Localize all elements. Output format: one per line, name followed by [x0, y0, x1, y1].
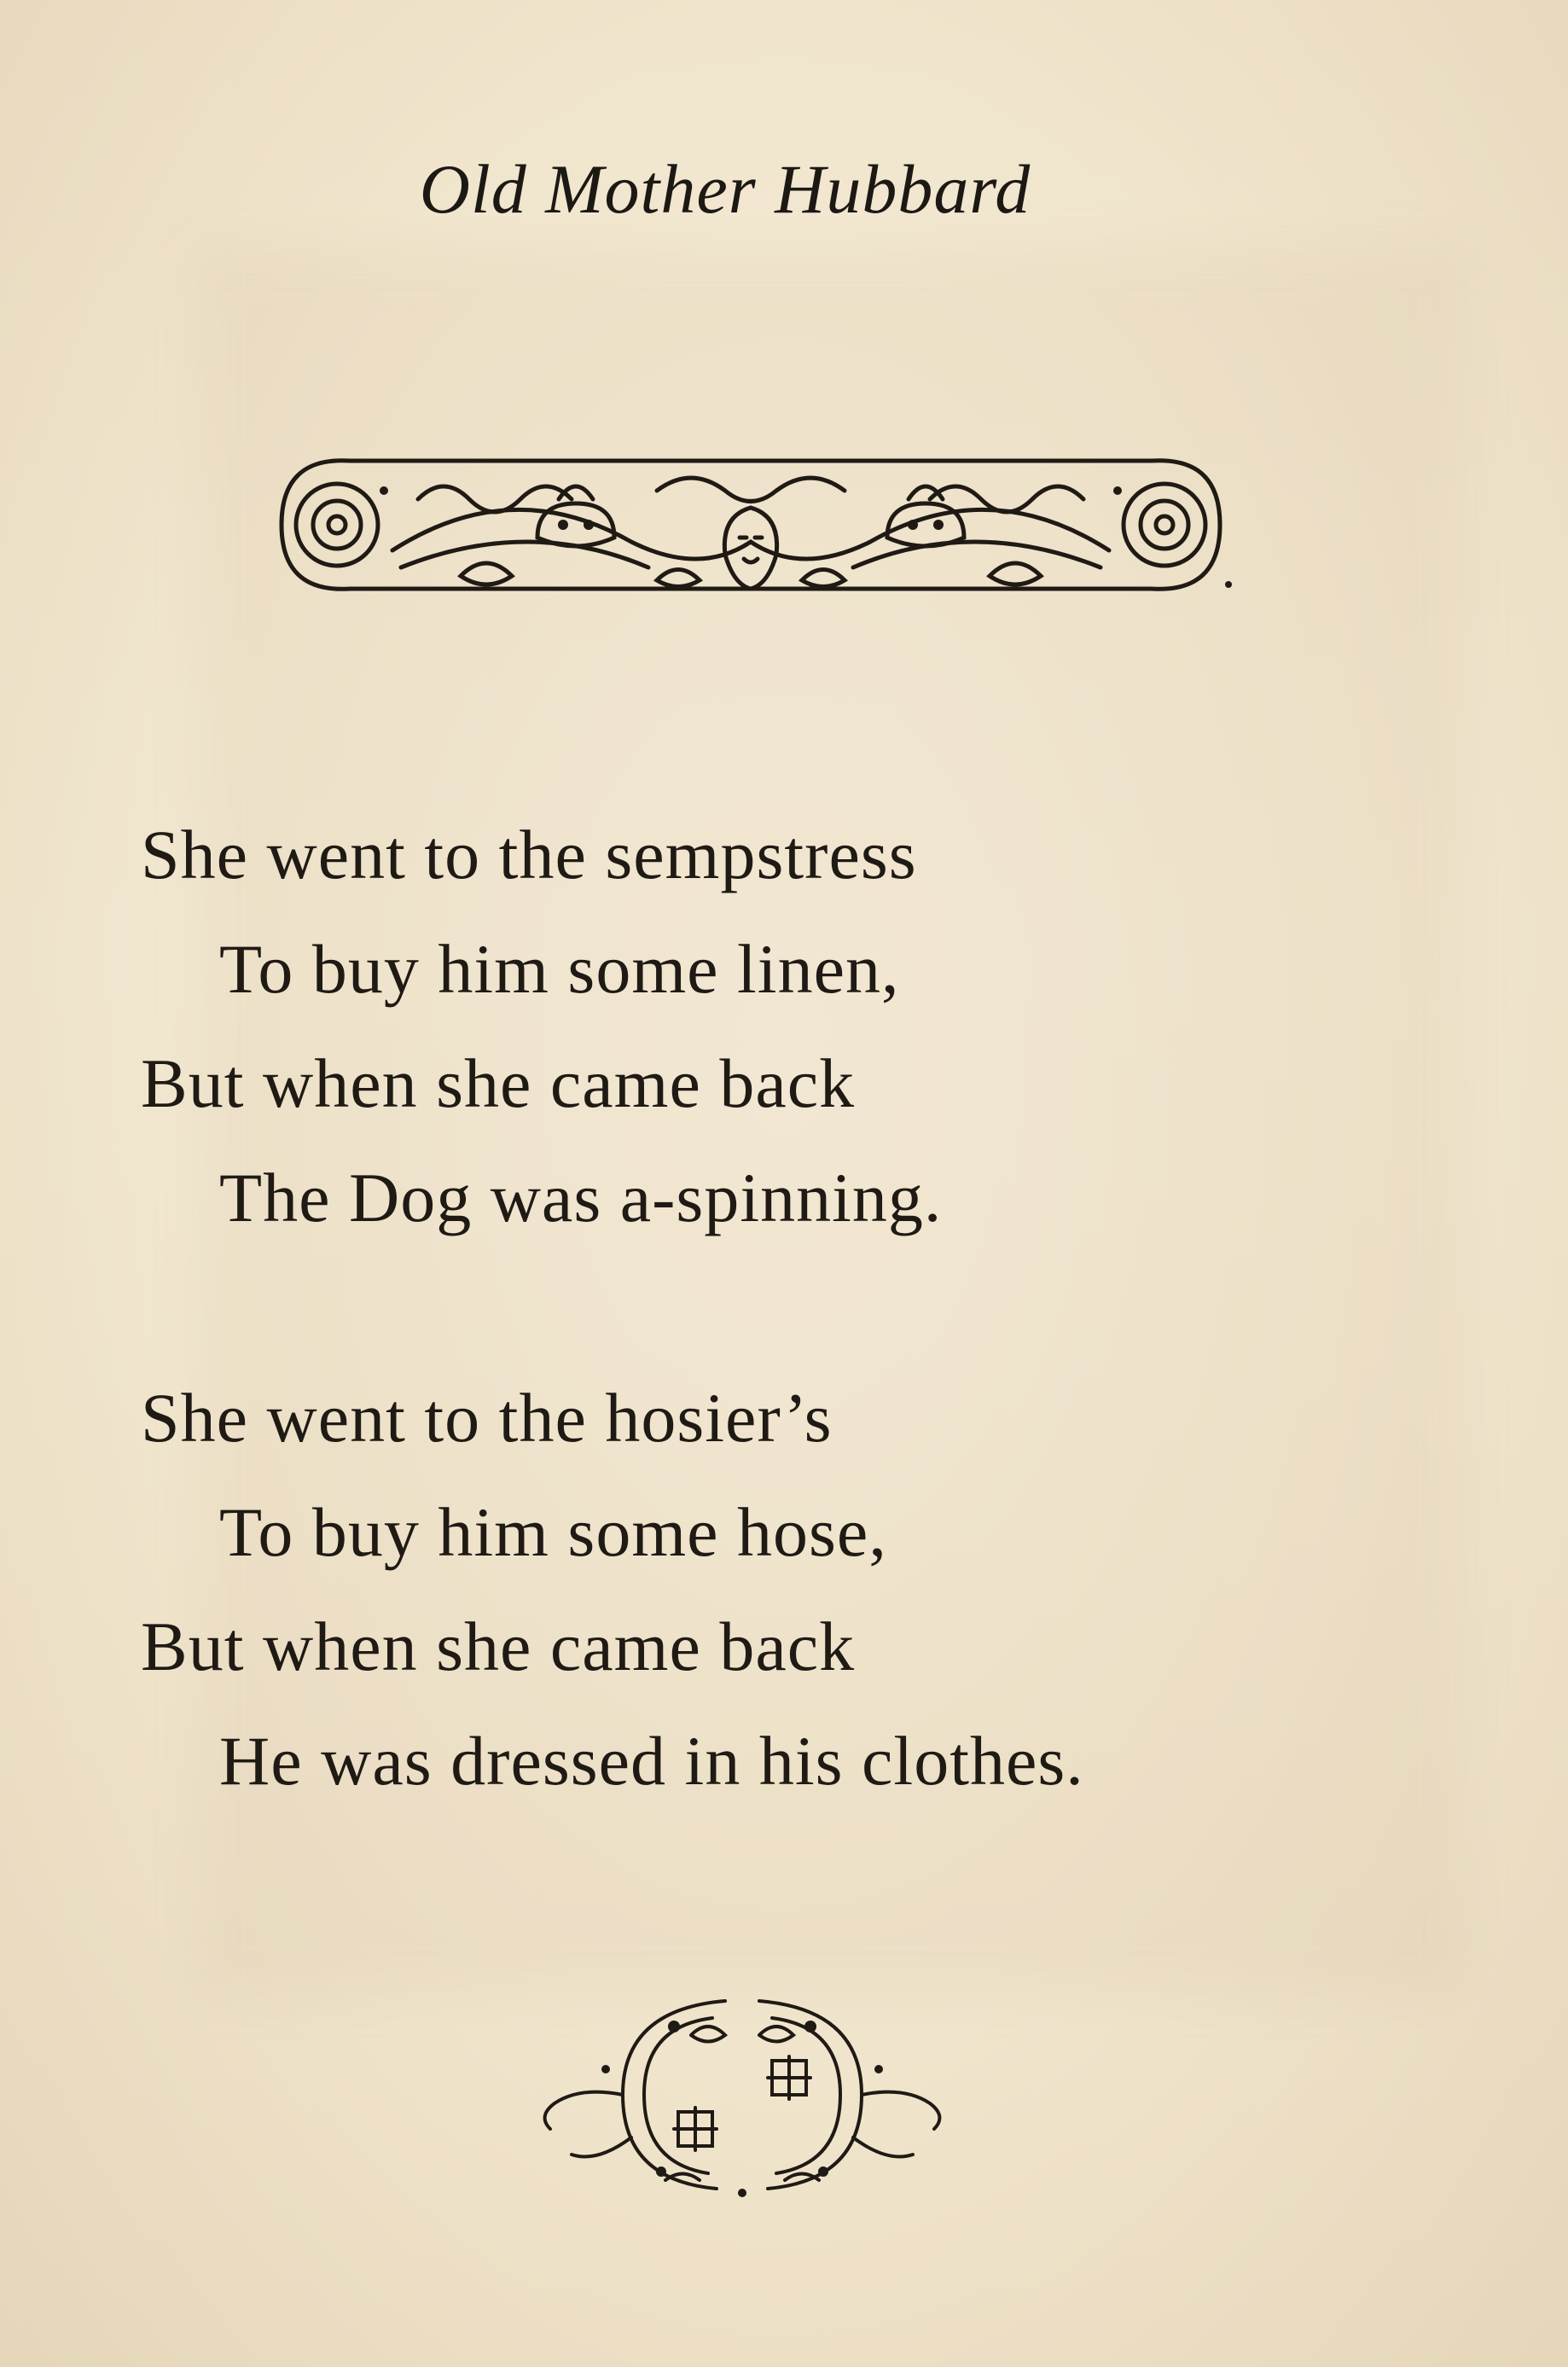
stanza-2 — [141, 1361, 1420, 1818]
verse-line: But when she came back — [141, 1608, 856, 1685]
verse-line: She went to the hosier’s — [141, 1379, 833, 1457]
floral-monogram-tailpiece-icon — [520, 1975, 964, 2214]
verse-line: But when she came back — [141, 1044, 856, 1122]
verse-line: He was dressed in his clothes. — [219, 1722, 1084, 1800]
verse-line: She went to the sempstress — [141, 816, 917, 893]
verse-line: To buy him some hose, — [219, 1493, 887, 1571]
ornamental-headpiece-icon — [256, 439, 1246, 610]
verse-line: To buy him some linen, — [219, 930, 900, 1008]
running-title: Old Mother Hubbard — [419, 150, 1031, 228]
verse-line: The Dog was a-spinning. — [219, 1159, 943, 1236]
stanza-1 — [141, 798, 1420, 1255]
